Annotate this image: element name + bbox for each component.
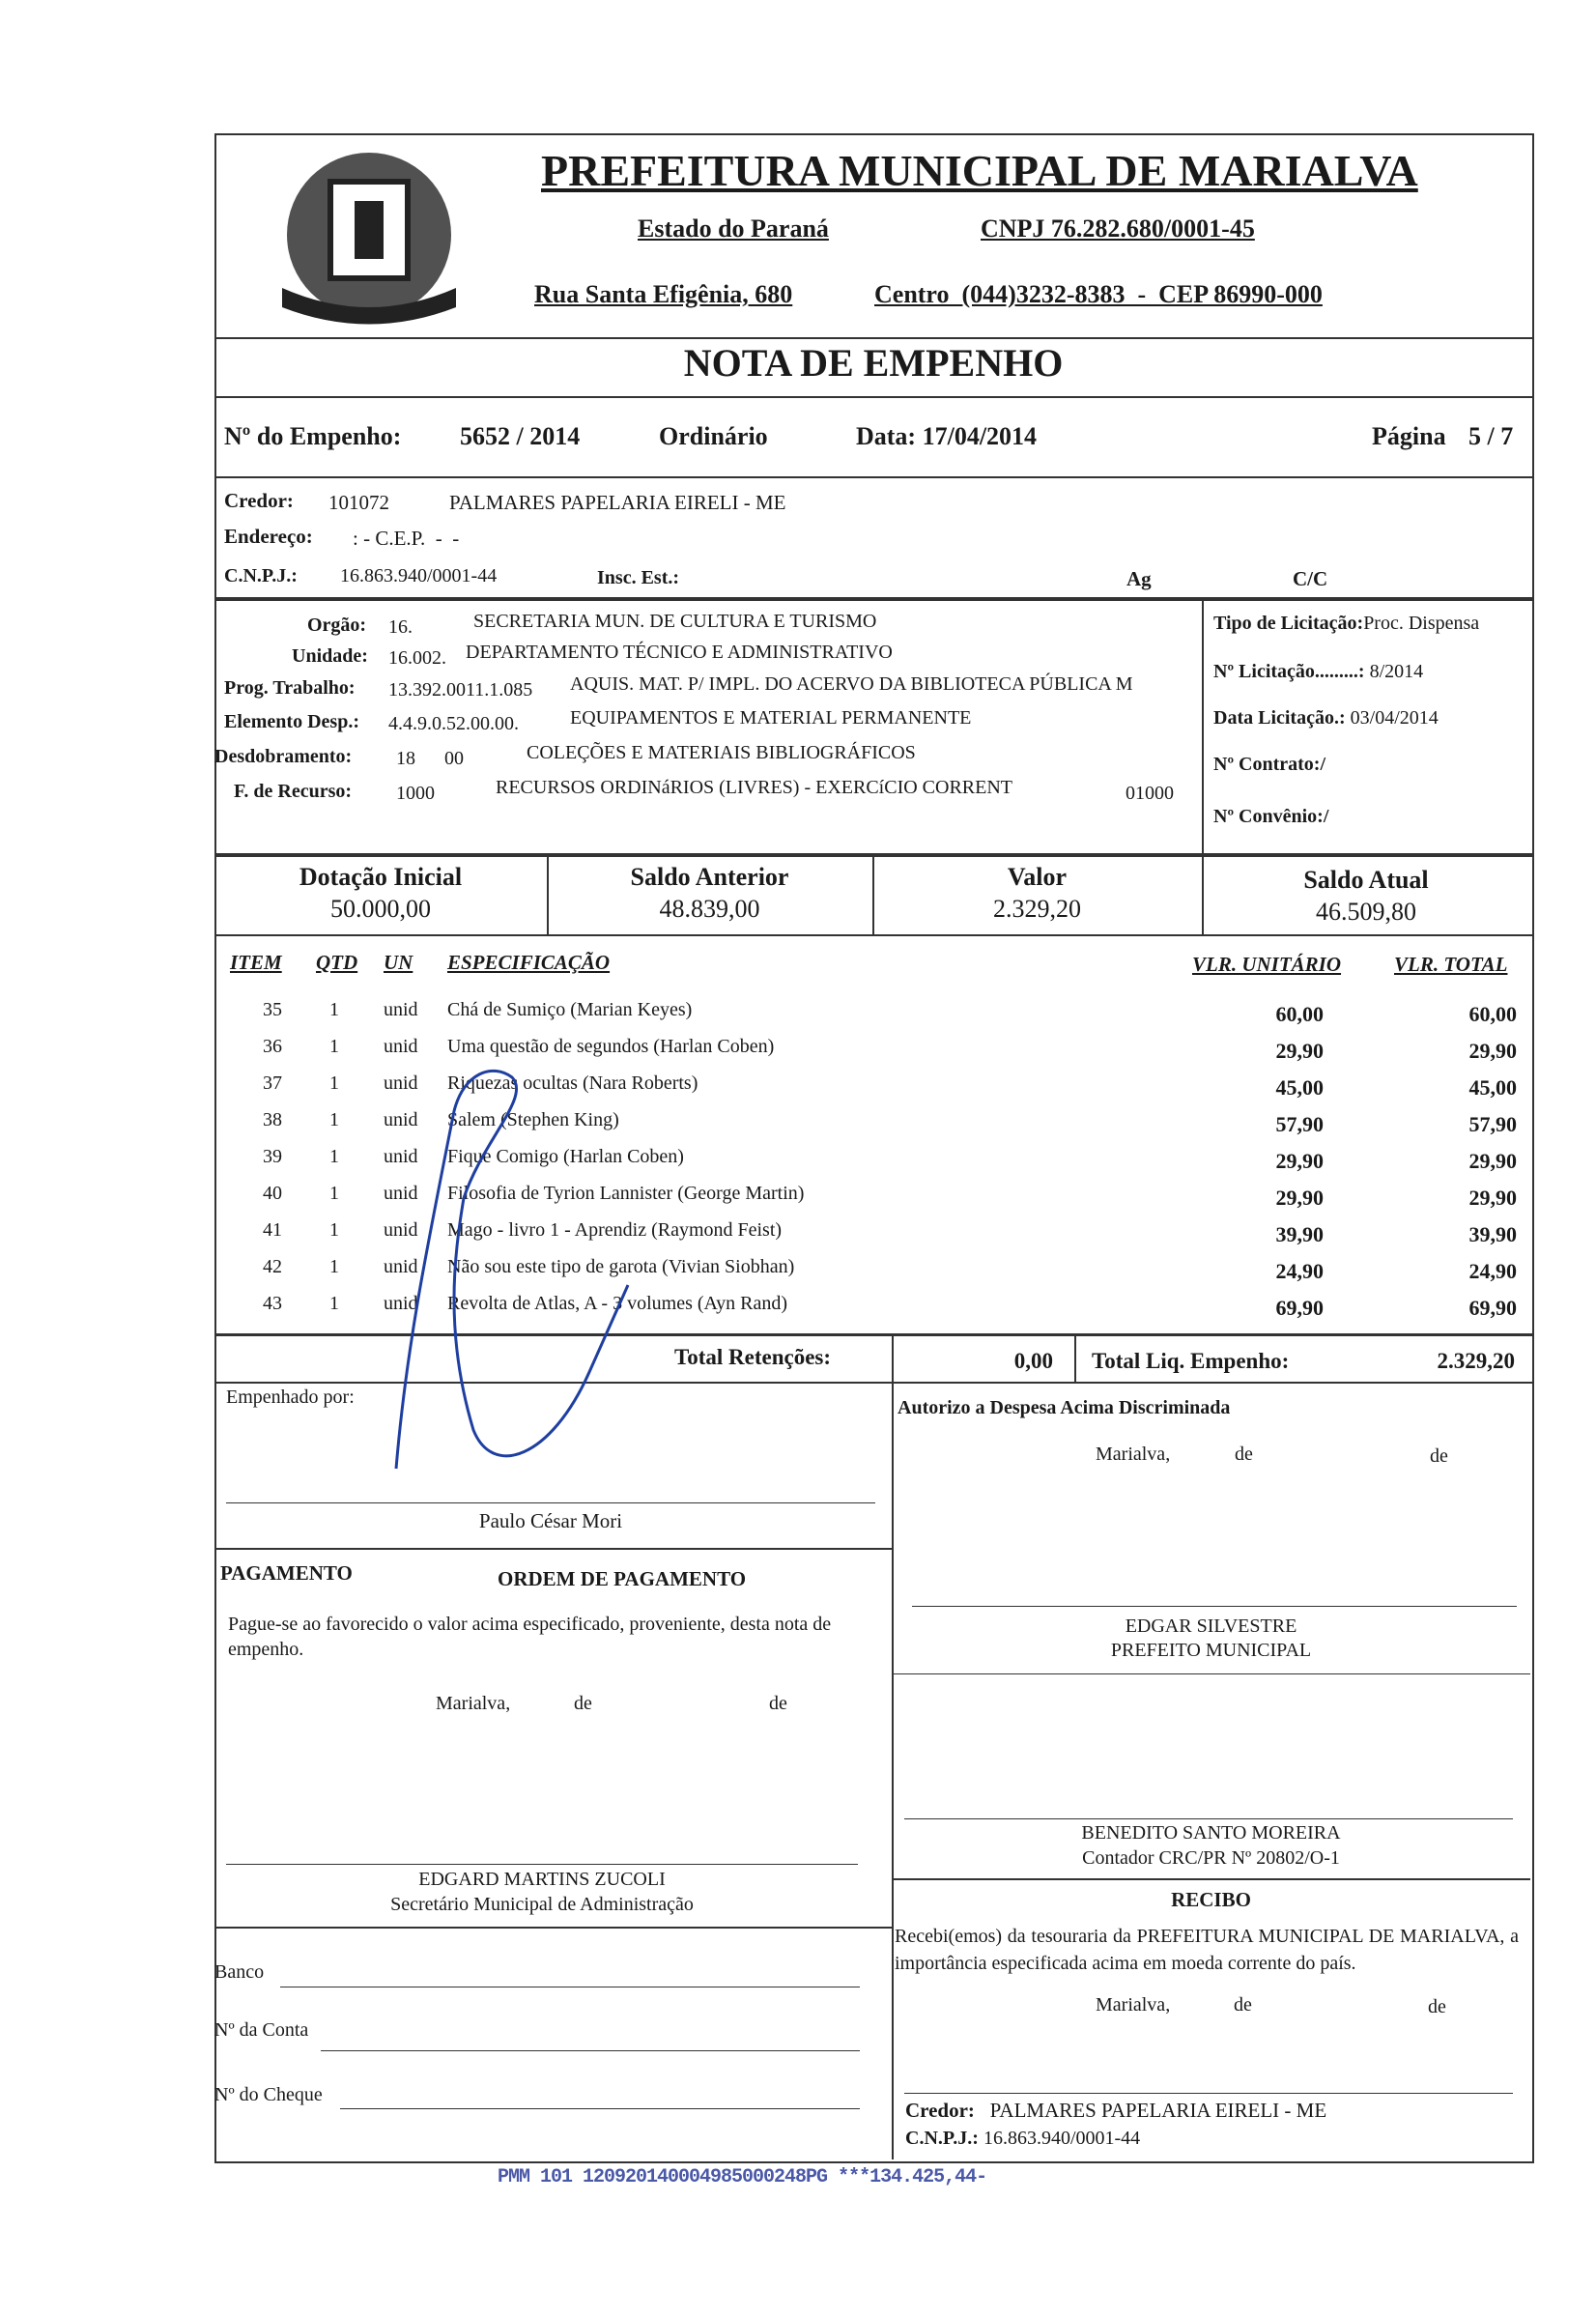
budget-desc: COLEÇÕES E MATERIAIS BIBLIOGRÁFICOS (527, 742, 916, 763)
budget-desc: RECURSOS ORDINáRIOS (LIVRES) - EXERCíCIO CORRENT (496, 777, 1013, 798)
credor-label: Credor: (224, 489, 294, 512)
item-unit-value: 39,90 (1275, 1222, 1324, 1246)
item-total-value: 69,90 (1468, 1296, 1517, 1320)
left-de-2: de (769, 1693, 787, 1714)
recibo-title: RECIBO (1171, 1888, 1251, 1911)
item-un: unid (384, 1256, 418, 1277)
numero-licitacao: Nº Licitação.........: 8/2014 (1213, 661, 1424, 682)
item-unit-value: 57,90 (1275, 1112, 1324, 1136)
bank-authentication-stamp: PMM 101 120920140004985000248PG ***134.425,44- (498, 2166, 987, 2188)
cnpj-value: 16.863.940/0001-44 (340, 565, 498, 586)
ag-label: Ag (1126, 567, 1152, 590)
budget-desc: AQUIS. MAT. P/ IMPL. DO ACERVO DA BIBLIOTECA PÚBLICA M (570, 673, 1133, 695)
retencoes-value: 0,00 (1013, 1349, 1053, 1373)
saldo-anterior-label: Saldo Anterior (630, 863, 789, 891)
col-qtd: QTD (316, 951, 358, 974)
item-spec: Mago - livro 1 - Aprendiz (Raymond Feist) (447, 1219, 783, 1241)
item-spec: Uma questão de segundos (Harlan Coben) (447, 1036, 775, 1057)
item-unit-value: 29,90 (1275, 1186, 1324, 1210)
col-item: ITEM (230, 951, 282, 974)
item-spec: Chá de Sumiço (Marian Keyes) (447, 999, 693, 1020)
handwritten-signature (367, 966, 657, 1488)
prefeito-name: EDGAR SILVESTRE (1125, 1615, 1297, 1637)
credor-code: 101072 (328, 491, 389, 514)
convenio: Nº Convênio:/ (1213, 806, 1329, 827)
empenhado-por-label: Empenhado por: (226, 1387, 355, 1408)
item-total-value: 45,00 (1468, 1075, 1517, 1100)
contador-name: BENEDITO SANTO MOREIRA (1081, 1822, 1341, 1844)
budget-label: F. de Recurso: (234, 781, 353, 802)
item-un: unid (384, 1219, 418, 1241)
item-number: 41 (263, 1219, 282, 1241)
item-un: unid (384, 1183, 418, 1204)
item-number: 36 (263, 1036, 282, 1057)
col-total: VLR. TOTAL (1394, 953, 1508, 976)
item-un: unid (384, 999, 418, 1020)
item-qtd: 1 (329, 1219, 339, 1241)
budget-desc: EQUIPAMENTOS E MATERIAL PERMANENTE (570, 707, 972, 729)
empenho-type: Ordinário (659, 422, 768, 450)
item-total-value: 60,00 (1468, 1002, 1517, 1026)
document-title: NOTA DE EMPENHO (683, 341, 1064, 385)
empenho-number: 5652 / 2014 (460, 422, 581, 450)
budget-code: 16. (388, 616, 413, 638)
banco-label: Banco (214, 1961, 265, 1983)
item-un: unid (384, 1036, 418, 1057)
item-un: unid (384, 1109, 418, 1130)
page-label: Página (1372, 422, 1446, 450)
address-value: : - C.E.P. - - (353, 527, 460, 550)
item-number: 39 (263, 1146, 282, 1167)
item-un: unid (384, 1072, 418, 1094)
recibo-text: Recebi(emos) da tesouraria da PREFEITURA MUNICIPAL DE MARIALVA, a importância especificada acima em moeda corrente do país. (895, 1926, 1519, 1974)
credor-name: PALMARES PAPELARIA EIRELI - ME (449, 491, 786, 514)
item-number: 42 (263, 1256, 282, 1277)
secretario-name: EDGARD MARTINS ZUCOLI (418, 1869, 666, 1890)
saldo-atual-value: 46.509,80 (1316, 898, 1416, 926)
coat-of-arms-logo (224, 143, 514, 331)
empenho-date: Data: 17/04/2014 (856, 422, 1038, 450)
right-de-2: de (1430, 1445, 1448, 1467)
item-qtd: 1 (329, 1146, 339, 1167)
item-number: 43 (263, 1293, 282, 1314)
item-unit-value: 29,90 (1275, 1149, 1324, 1173)
budget-extra: 01000 (1126, 783, 1174, 804)
header-state: Estado do Paraná (638, 214, 829, 243)
left-local: Marialva, (436, 1693, 511, 1714)
col-spec: ESPECIFICAÇÃO (447, 951, 611, 974)
item-spec: Filosofia de Tyrion Lannister (George Martin) (447, 1183, 805, 1204)
right-de-1: de (1235, 1444, 1253, 1465)
empenhado-signer: Paulo César Mori (478, 1509, 623, 1532)
budget-desc: SECRETARIA MUN. DE CULTURA E TURISMO (473, 611, 877, 632)
cheque-field[interactable] (340, 2108, 860, 2109)
recibo-local: Marialva, (1096, 1994, 1171, 2016)
cheque-label: Nº do Cheque (214, 2084, 323, 2105)
contador-role: Contador CRC/PR Nº 20802/O-1 (1082, 1847, 1340, 1869)
item-unit-value: 24,90 (1275, 1259, 1324, 1283)
cc-label: C/C (1293, 567, 1328, 590)
saldo-atual-label: Saldo Atual (1303, 866, 1429, 894)
item-unit-value: 60,00 (1275, 1002, 1324, 1026)
retencoes-label: Total Retenções: (674, 1345, 832, 1369)
budget-label: Prog. Trabalho: (224, 677, 356, 699)
item-unit-value: 45,00 (1275, 1075, 1324, 1100)
valor-label: Valor (1007, 863, 1068, 891)
prefeito-role: PREFEITO MUNICIPAL (1110, 1640, 1312, 1661)
item-qtd: 1 (329, 1183, 339, 1204)
saldo-anterior-value: 48.839,00 (659, 895, 760, 923)
item-spec: Não sou este tipo de garota (Vivian Siobhan) (447, 1256, 795, 1277)
right-local: Marialva, (1096, 1444, 1171, 1465)
item-total-value: 24,90 (1468, 1259, 1517, 1283)
left-de-1: de (574, 1693, 592, 1714)
budget-label: Unidade: (292, 645, 368, 667)
item-total-value: 57,90 (1468, 1112, 1517, 1136)
dotacao-value: 50.000,00 (330, 895, 431, 923)
item-spec: Revolta de Atlas, A - 3 volumes (Ayn Rand) (447, 1293, 788, 1314)
item-unit-value: 29,90 (1275, 1039, 1324, 1063)
item-total-value: 29,90 (1468, 1186, 1517, 1210)
header-contact: Centro (044)3232-8383 - CEP 86990-000 (874, 280, 1323, 308)
budget-code: 4.4.9.0.52.00.00. (388, 713, 519, 734)
insc-label: Insc. Est.: (597, 567, 680, 588)
liq-empenho-label: Total Liq. Empenho: (1092, 1349, 1290, 1373)
ordem-pagamento-label: ORDEM DE PAGAMENTO (498, 1567, 747, 1590)
cnpj-label: C.N.P.J.: (224, 565, 298, 586)
recibo-de-1: de (1234, 1994, 1252, 2016)
valor-value: 2.329,20 (993, 895, 1081, 923)
item-spec: Fique Comigo (Harlan Coben) (447, 1146, 684, 1167)
col-un: UN (384, 951, 413, 974)
recibo-de-2: de (1428, 1996, 1446, 2017)
address-label: Endereço: (224, 525, 313, 548)
header-address: Rua Santa Efigênia, 680 (534, 280, 793, 308)
pague-se-text: Pague-se ao favorecido o valor acima especificado, proveniente, desta nota de empenho. (228, 1614, 832, 1660)
empenho-label: Nº do Empenho: (224, 422, 402, 450)
autorizo-label: Autorizo a Despesa Acima Discriminada (898, 1397, 1231, 1418)
page-number: 5 / 7 (1468, 422, 1514, 450)
item-spec: Riquezas ocultas (Nara Roberts) (447, 1072, 698, 1094)
recibo-credor: Credor: PALMARES PAPELARIA EIRELI - ME (905, 2099, 1327, 2122)
item-qtd: 1 (329, 999, 339, 1020)
budget-label: Orgão: (307, 615, 367, 636)
data-licitacao: Data Licitação.: 03/04/2014 (1213, 707, 1439, 729)
item-qtd: 1 (329, 1036, 339, 1057)
budget-code: 1000 (396, 783, 435, 804)
pagamento-label: PAGAMENTO (220, 1561, 353, 1585)
item-total-value: 39,90 (1468, 1222, 1517, 1246)
item-number: 37 (263, 1072, 282, 1094)
liq-empenho-value: 2.329,20 (1437, 1349, 1515, 1373)
item-un: unid (384, 1293, 418, 1314)
contrato: Nº Contrato:/ (1213, 754, 1326, 775)
item-total-value: 29,90 (1468, 1149, 1517, 1173)
budget-code: 16.002. (388, 647, 446, 669)
header-cnpj: CNPJ 76.282.680/0001-45 (981, 214, 1255, 243)
item-qtd: 1 (329, 1072, 339, 1094)
budget-code: 13.392.0011.1.085 (388, 679, 533, 701)
secretario-role: Secretário Municipal de Administração (390, 1894, 694, 1915)
header-title: PREFEITURA MUNICIPAL DE MARIALVA (541, 146, 1418, 195)
item-unit-value: 69,90 (1275, 1296, 1324, 1320)
item-spec: Salem (Stephen King) (447, 1109, 619, 1130)
item-total-value: 29,90 (1468, 1039, 1517, 1063)
item-qtd: 1 (329, 1109, 339, 1130)
budget-code: 18 00 (396, 748, 464, 769)
item-un: unid (384, 1146, 418, 1167)
budget-label: Desdobramento: (214, 746, 353, 767)
tipo-licitacao: Tipo de Licitação:Proc. Dispensa (1213, 613, 1480, 634)
item-qtd: 1 (329, 1256, 339, 1277)
dotacao-label: Dotação Inicial (299, 863, 463, 891)
item-qtd: 1 (329, 1293, 339, 1314)
item-number: 38 (263, 1109, 282, 1130)
item-number: 35 (263, 999, 282, 1020)
budget-label: Elemento Desp.: (224, 711, 359, 732)
col-unit: VLR. UNITÁRIO (1192, 953, 1342, 976)
recibo-cnpj: C.N.P.J.: 16.863.940/0001-44 (905, 2128, 1141, 2149)
budget-desc: DEPARTAMENTO TÉCNICO E ADMINISTRATIVO (466, 642, 893, 663)
item-number: 40 (263, 1183, 282, 1204)
conta-label: Nº da Conta (214, 2019, 309, 2041)
conta-field[interactable] (321, 2050, 860, 2051)
